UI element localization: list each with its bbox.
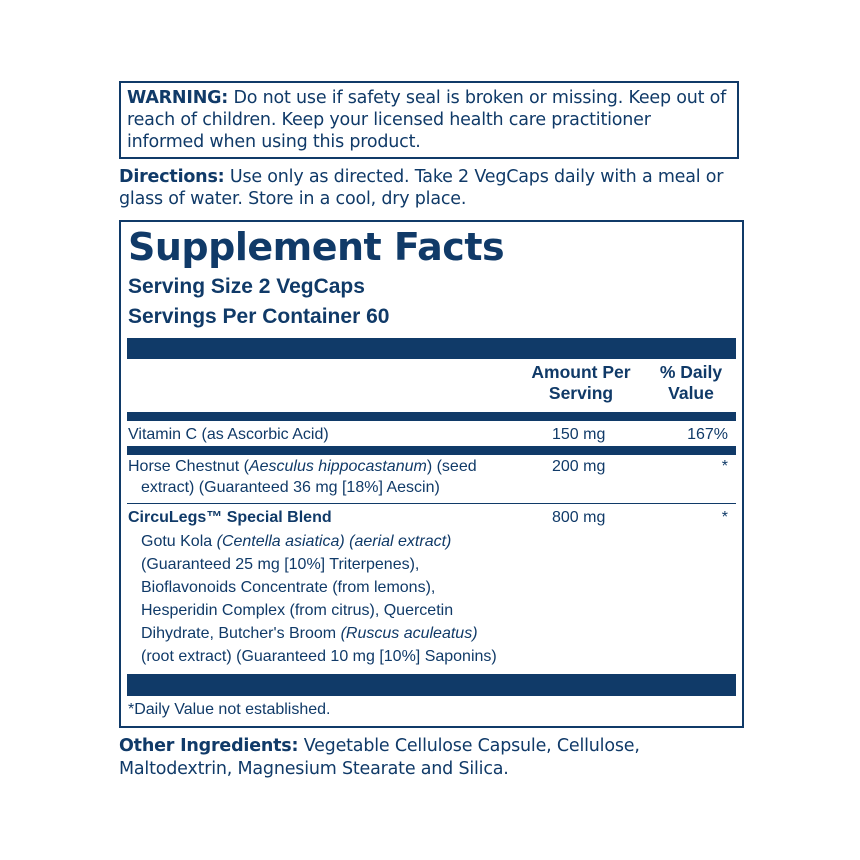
row-blend-dv: * — [721, 509, 728, 526]
column-header-dv-line1: % Daily — [659, 362, 723, 382]
other-ingredients-text: Vegetable Cellulose Capsule, Cellulose, Maltodextrin, Magnesium Stearate and Silica. — [119, 736, 640, 779]
blend-line-5b: (Ruscus aculeatus) — [340, 625, 478, 642]
row-horse-chestnut-dv: * — [721, 458, 728, 475]
column-header-dv-line2: Value — [668, 383, 714, 403]
row-divider — [127, 503, 736, 504]
other-ingredients-label: Other Ingredients: — [119, 736, 299, 756]
directions — [119, 166, 744, 210]
supplement-facts-panel — [119, 220, 744, 728]
directions-text: Use only as directed. Take 2 VegCaps daily with a meal or glass of water. Store in a cool, dry place. — [119, 167, 724, 209]
column-header-amount — [525, 362, 637, 404]
blend-line-5 — [141, 623, 478, 644]
row-vitamin-c-name: Vitamin C (as Ascorbic Acid) — [128, 426, 329, 443]
warning-text: Do not use if safety seal is broken or missing. Keep out of reach of children. Keep your licensed health care practitioner informed when using this product. — [127, 88, 727, 152]
horse-chestnut-name-a: Horse Chestnut ( — [128, 458, 249, 475]
blend-line-1a: Gotu Kola — [141, 533, 217, 550]
horse-chestnut-name-b: ) (seed — [426, 458, 477, 475]
header-bar — [127, 412, 736, 421]
warning-box — [119, 81, 739, 159]
row-vitamin-c-amount: 150 mg — [552, 426, 606, 443]
row-horse-chestnut-line2: extract) (Guaranteed 36 mg [18%] Aescin) — [141, 479, 440, 496]
facts-title: Supplement Facts — [128, 225, 505, 269]
blend-line-1 — [141, 531, 451, 552]
column-header-daily-value — [651, 362, 731, 404]
blend-line-1b: (Centella asiatica) (aerial extract) — [216, 533, 452, 550]
vitamin-bar — [127, 446, 736, 455]
row-horse-chestnut-name — [128, 456, 477, 477]
blend-line-3: Bioflavonoids Concentrate (from lemons), — [141, 579, 436, 596]
bottom-thick-bar — [127, 674, 736, 696]
column-header-amount-line1: Amount Per — [531, 362, 631, 382]
directions-label: Directions: — [119, 167, 225, 187]
horse-chestnut-latin: Aesculus hippocastanum — [248, 458, 427, 475]
row-blend-amount: 800 mg — [552, 509, 606, 526]
row-blend-name: CircuLegs™ Special Blend — [128, 509, 332, 526]
blend-line-4: Hesperidin Complex (from citrus), Quercetin — [141, 602, 454, 619]
serving-size: Serving Size 2 VegCaps — [128, 275, 365, 298]
other-ingredients — [119, 735, 744, 781]
column-header-amount-line2: Serving — [548, 383, 614, 403]
warning-label: WARNING: — [127, 88, 229, 108]
blend-line-5a: Dihydrate, Butcher's Broom — [141, 625, 341, 642]
footnote: *Daily Value not established. — [128, 701, 331, 718]
top-thick-bar — [127, 338, 736, 359]
row-vitamin-c-dv: 167% — [687, 426, 728, 443]
blend-line-6: (root extract) (Guaranteed 10 mg [10%] Saponins) — [141, 648, 497, 665]
servings-per-container: Servings Per Container 60 — [128, 305, 390, 328]
row-horse-chestnut-amount: 200 mg — [552, 458, 606, 475]
blend-line-2: (Guaranteed 25 mg [10%] Triterpenes), — [141, 556, 420, 573]
